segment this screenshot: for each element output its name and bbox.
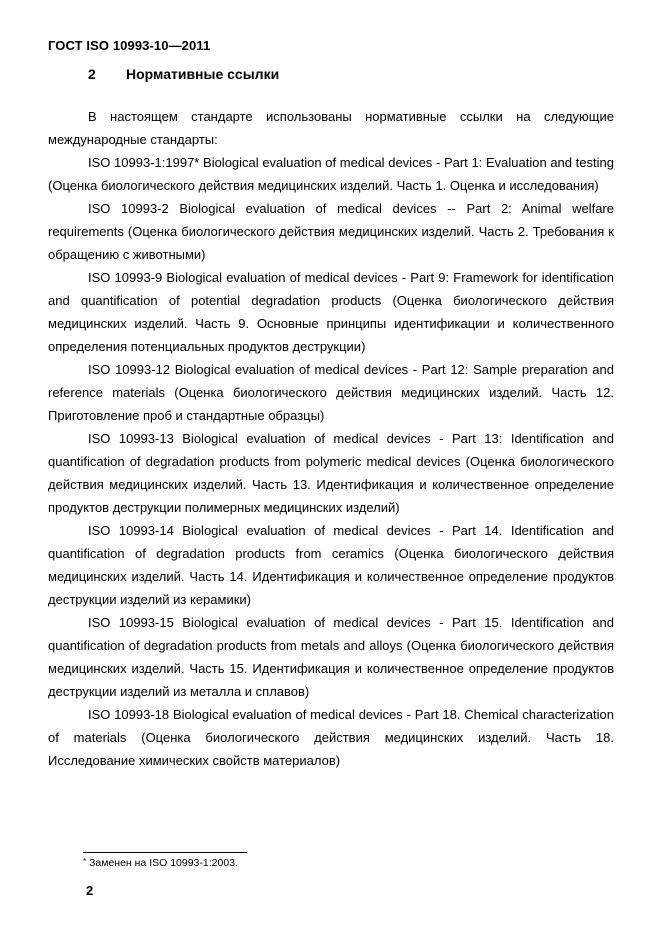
reference-iso-10993-18: ISO 10993-18 Biological evaluation of medical devices - Part 18. Chemical characterization of materials (Оценка биологического действия медицинских изделий. Часть 18. Исследование химических свойств материалов) [48,707,614,768]
page-number: 2 [86,883,94,898]
document-header: ГОСТ ISO 10993-10—2011 [48,38,211,53]
reference-iso-10993-14: ISO 10993-14 Biological evaluation of medical devices - Part 14. Identification and quantification of degradation products from ceramics (Оценка биологического действия медицинских изделий. Часть 14. Идентификация и количественное определение продуктов деструкции изделий из керамики) [48,523,614,607]
footnote-text: Заменен на ISO 10993-1:2003. [89,857,238,869]
footnote [83,857,238,869]
section-number: 2 [88,66,96,82]
document-body [48,105,614,772]
footnote-separator [83,852,247,853]
reference-iso-10993-13: ISO 10993-13 Biological evaluation of medical devices - Part 13: Identification and quantification of degradation products from polymeric medical devices (Оценка биологического действия медицинских изделий. Часть 13. Идентификация и количественное определение продуктов деструкции полимерных медицинских изделий) [48,431,614,515]
reference-iso-10993-12: ISO 10993-12 Biological evaluation of medical devices - Part 12: Sample preparation and reference materials (Оценка биологического действия медицинских изделий. Часть 12. Приготовление проб и стандартные образцы) [48,362,614,423]
reference-iso-10993-9: ISO 10993-9 Biological evaluation of medical devices - Part 9: Framework for identification and quantification of potential degradation products (Оценка биологического действия медицинских изделий. Часть 9. Основные принципы идентификации и количественного определения потенциальных продуктов деструкции) [48,270,614,354]
reference-iso-10993-2: ISO 10993-2 Biological evaluation of medical devices -- Part 2: Animal welfare requirements (Оценка биологического действия медицинских изделий. Часть 2. Требования к обращению с животными) [48,201,614,262]
section-heading [88,66,279,82]
reference-iso-10993-1: ISO 10993-1:1997* Biological evaluation of medical devices - Part 1: Evaluation and testing (Оценка биологического действия медицинских изделий. Часть 1. Оценка и исследования) [48,155,614,193]
paragraph-intro: В настоящем стандарте использованы нормативные ссылки на следующие международные стандарты: [48,109,614,147]
reference-iso-10993-15: ISO 10993-15 Biological evaluation of medical devices - Part 15. Identification and quantification of degradation products from metals and alloys (Оценка биологического действия медицинских изделий. Часть 15. Идентификация и количественное определение продуктов деструкции изделий из металла и сплавов) [48,615,614,699]
section-title: Нормативные ссылки [126,66,280,82]
footnote-marker: * [83,857,87,866]
